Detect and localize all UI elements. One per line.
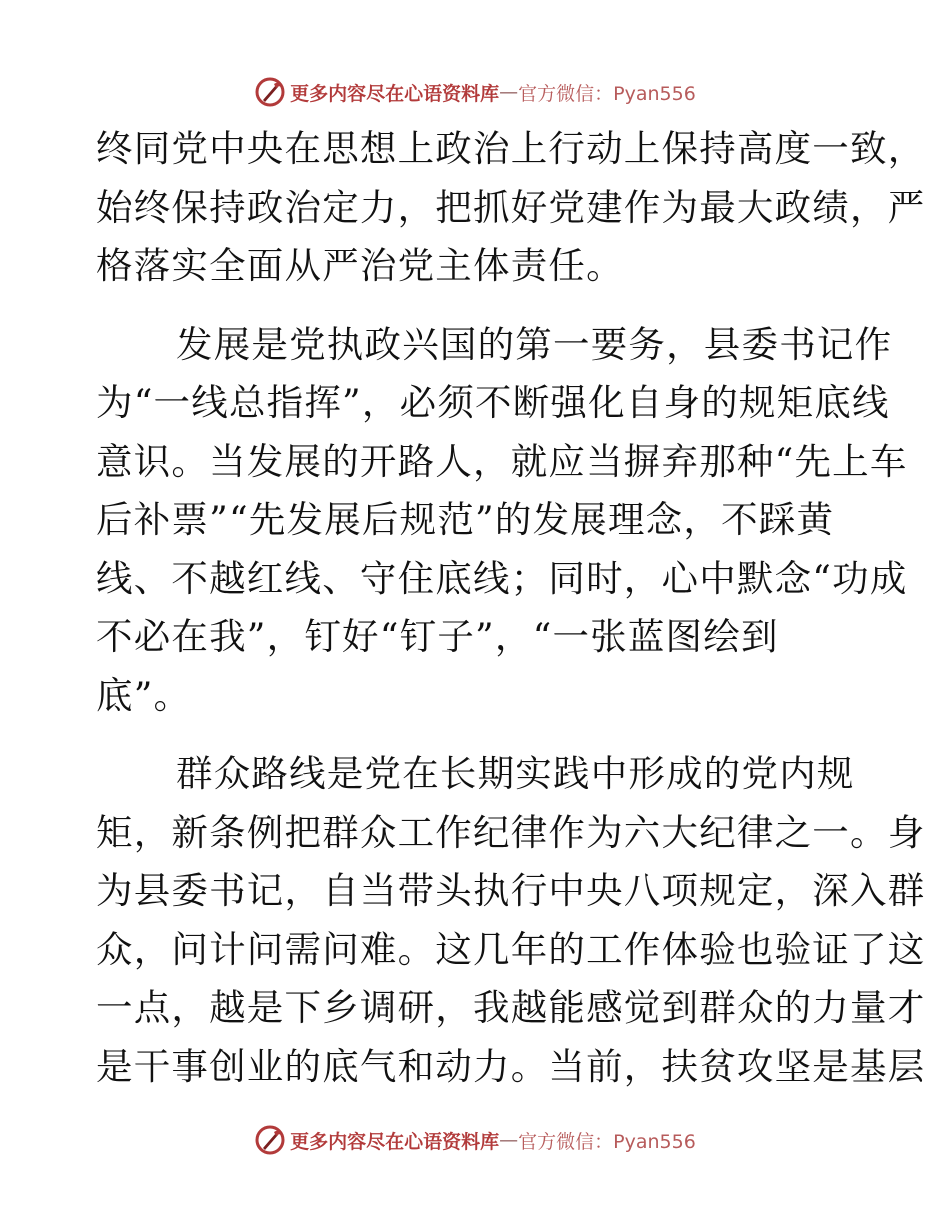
text-line: 众，问计问需问难。这几年的工作体验也验证了这 bbox=[96, 927, 926, 971]
banner-title: 更多内容尽在心语资料库 bbox=[290, 82, 500, 105]
paragraph-2 bbox=[96, 316, 908, 726]
banner-wechat: 官方微信：Pyan556 bbox=[518, 1130, 696, 1153]
text-line: 是干事创业的底气和动力。当前，扶贫攻坚是基层 bbox=[96, 1044, 926, 1088]
document-body bbox=[96, 120, 926, 1096]
quill-logo-icon bbox=[254, 76, 286, 108]
banner-wechat: 官方微信：Pyan556 bbox=[518, 82, 696, 105]
quill-logo-icon bbox=[254, 1124, 286, 1156]
header-banner bbox=[0, 72, 950, 112]
paragraph-3 bbox=[96, 745, 926, 1096]
text-line: 意识。当发展的开路人，就应当摒弃那种“先上车 bbox=[96, 439, 908, 483]
text-line: 线、不越红线、守住底线；同时，心中默念“功成 bbox=[96, 556, 908, 600]
banner-separator: — bbox=[499, 1129, 519, 1151]
text-line: 底”。 bbox=[96, 673, 192, 717]
text-line: 终同党中央在思想上政治上行动上保持高度一致， bbox=[96, 127, 926, 170]
text-line: 不必在我”，钉好“钉子”，“一张蓝图绘到 bbox=[96, 615, 779, 658]
text-line: 为县委书记，自当带头执行中央八项规定，深入群 bbox=[96, 869, 926, 912]
footer-banner bbox=[0, 1120, 950, 1160]
text-line: 始终保持政治定力，把抓好党建作为最大政绩，严 bbox=[96, 185, 926, 229]
text-line: 群众路线是党在长期实践中形成的党内规 bbox=[176, 752, 855, 795]
banner-title: 更多内容尽在心语资料库 bbox=[290, 1130, 500, 1153]
text-line: 发展是党执政兴国的第一要务，县委书记作 bbox=[176, 322, 893, 366]
paragraph-1 bbox=[96, 120, 926, 296]
text-line: 一点，越是下乡调研，我越能感觉到群众的力量才 bbox=[96, 986, 926, 1029]
banner-separator: — bbox=[499, 81, 519, 103]
text-line: 矩，新条例把群众工作纪律作为六大纪律之一。身 bbox=[96, 810, 926, 854]
text-line: 格落实全面从严治党主体责任。 bbox=[96, 244, 624, 287]
text-line: 为“一线总指挥”，必须不断强化自身的规矩底线 bbox=[96, 381, 890, 424]
text-line: 后补票”“先发展后规范”的发展理念，不踩黄 bbox=[96, 498, 835, 541]
